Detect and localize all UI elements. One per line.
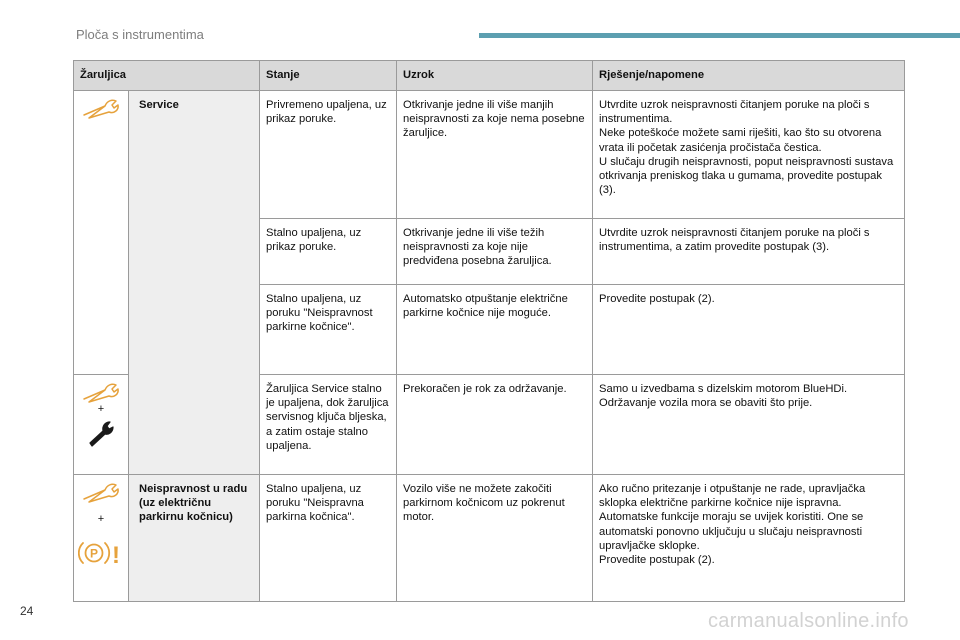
lamp-name-parking-brake-fault: Neispravnost u radu (uz električnu parkirnu kočnicu): [129, 475, 260, 602]
solution-line: U slučaju drugih neispravnosti, poput neispravnosti sustava otkrivanja preniskog tlaka u gumama, provedite postupak (3).: [599, 155, 894, 197]
solution-cell: [593, 475, 905, 602]
table-row: [74, 475, 905, 602]
state-cell: Stalno upaljena, uz poruku "Neispravnost parkirne kočnice".: [260, 285, 397, 375]
plus-sign: +: [97, 403, 105, 415]
cause-cell: Otkrivanje jedne ili više težih neispravnosti za koje nije predviđena posebna žaruljica.: [397, 219, 593, 285]
service-wrench-icon: [81, 481, 121, 503]
solution-line: Provedite postupak (2).: [599, 293, 715, 305]
column-header-state: Stanje: [260, 61, 397, 91]
cause-cell: Prekoračen je rok za održavanje.: [397, 375, 593, 475]
cause-cell: Automatsko otpuštanje električne parkirne kočnice nije moguće.: [397, 285, 593, 375]
service-wrench-icon: [81, 110, 121, 122]
parking-icon-letter: P: [89, 546, 99, 561]
lamp-icon-cell: [74, 475, 129, 602]
page-number: 24: [20, 604, 34, 618]
solution-line: Ako ručno pritezanje i otpuštanje ne rade, upravljačka sklopka električne parkirne kočnice nije ispravna.: [599, 483, 866, 510]
table-header-row: [74, 61, 905, 91]
solution-line: Utvrdite uzrok neispravnosti čitanjem poruke na ploči s instrumentima.: [599, 99, 870, 126]
column-header-cause: Uzrok: [397, 61, 593, 91]
table-row: [74, 91, 905, 219]
solution-cell: [593, 375, 905, 475]
solution-cell: [593, 285, 905, 375]
parking-icon-mark: !: [112, 542, 120, 567]
plus-sign: +: [97, 513, 105, 525]
column-header-solution: Rješenje/napomene: [593, 61, 905, 91]
solution-line: Provedite postupak (2).: [599, 554, 715, 567]
solution-line: Automatske funkcije moraju se uvijek koristiti. One se automatski ponovno uključuju u slučaju neispravnosti upravljačke sklopke.: [599, 511, 864, 552]
wrench-icon: [86, 419, 116, 447]
solution-line: Samo u izvedbama s dizelskim motorom BlueHDi.: [599, 383, 848, 395]
header-accent-bar: [479, 33, 960, 38]
state-cell: Stalno upaljena, uz prikaz poruke.: [260, 219, 397, 285]
lamp-name-service: Service: [129, 91, 260, 475]
cause-cell: Vozilo više ne možete zakočiti parkirnom kočnicom uz pokrenut motor.: [397, 475, 593, 602]
lamp-icon-cell: [74, 91, 129, 375]
solution-line: Neke poteškoće možete sami riješiti, kao što su otvorena vrata ili početak zasićenja pročistača čestica.: [599, 127, 882, 154]
state-cell: Žaruljica Service stalno je upaljena, dok žaruljica servisnog ključa bljeska, a zatim ostaje stalno upaljena.: [260, 375, 397, 475]
section-title: Ploča s instrumentima: [76, 27, 204, 42]
solution-line: Utvrdite uzrok neispravnosti čitanjem poruke na ploči s instrumentima, a zatim provedite postupak (3).: [599, 227, 870, 254]
solution-line: Održavanje vozila mora se obaviti što prije.: [599, 397, 813, 410]
service-wrench-icon: [81, 381, 121, 403]
parking-brake-fault-icon: [78, 539, 124, 567]
watermark: carmanualsonline.info: [708, 610, 909, 632]
column-header-lamp: Žaruljica: [74, 61, 260, 91]
state-cell: Stalno upaljena, uz poruku "Neispravna parkirna kočnica".: [260, 475, 397, 602]
solution-cell: [593, 219, 905, 285]
warning-lamps-table: [73, 60, 905, 602]
lamp-icon-cell: [74, 375, 129, 475]
cause-cell: Otkrivanje jedne ili više manjih neispravnosti za koje nema posebne žaruljice.: [397, 91, 593, 219]
state-cell: Privremeno upaljena, uz prikaz poruke.: [260, 91, 397, 219]
solution-cell: [593, 91, 905, 219]
